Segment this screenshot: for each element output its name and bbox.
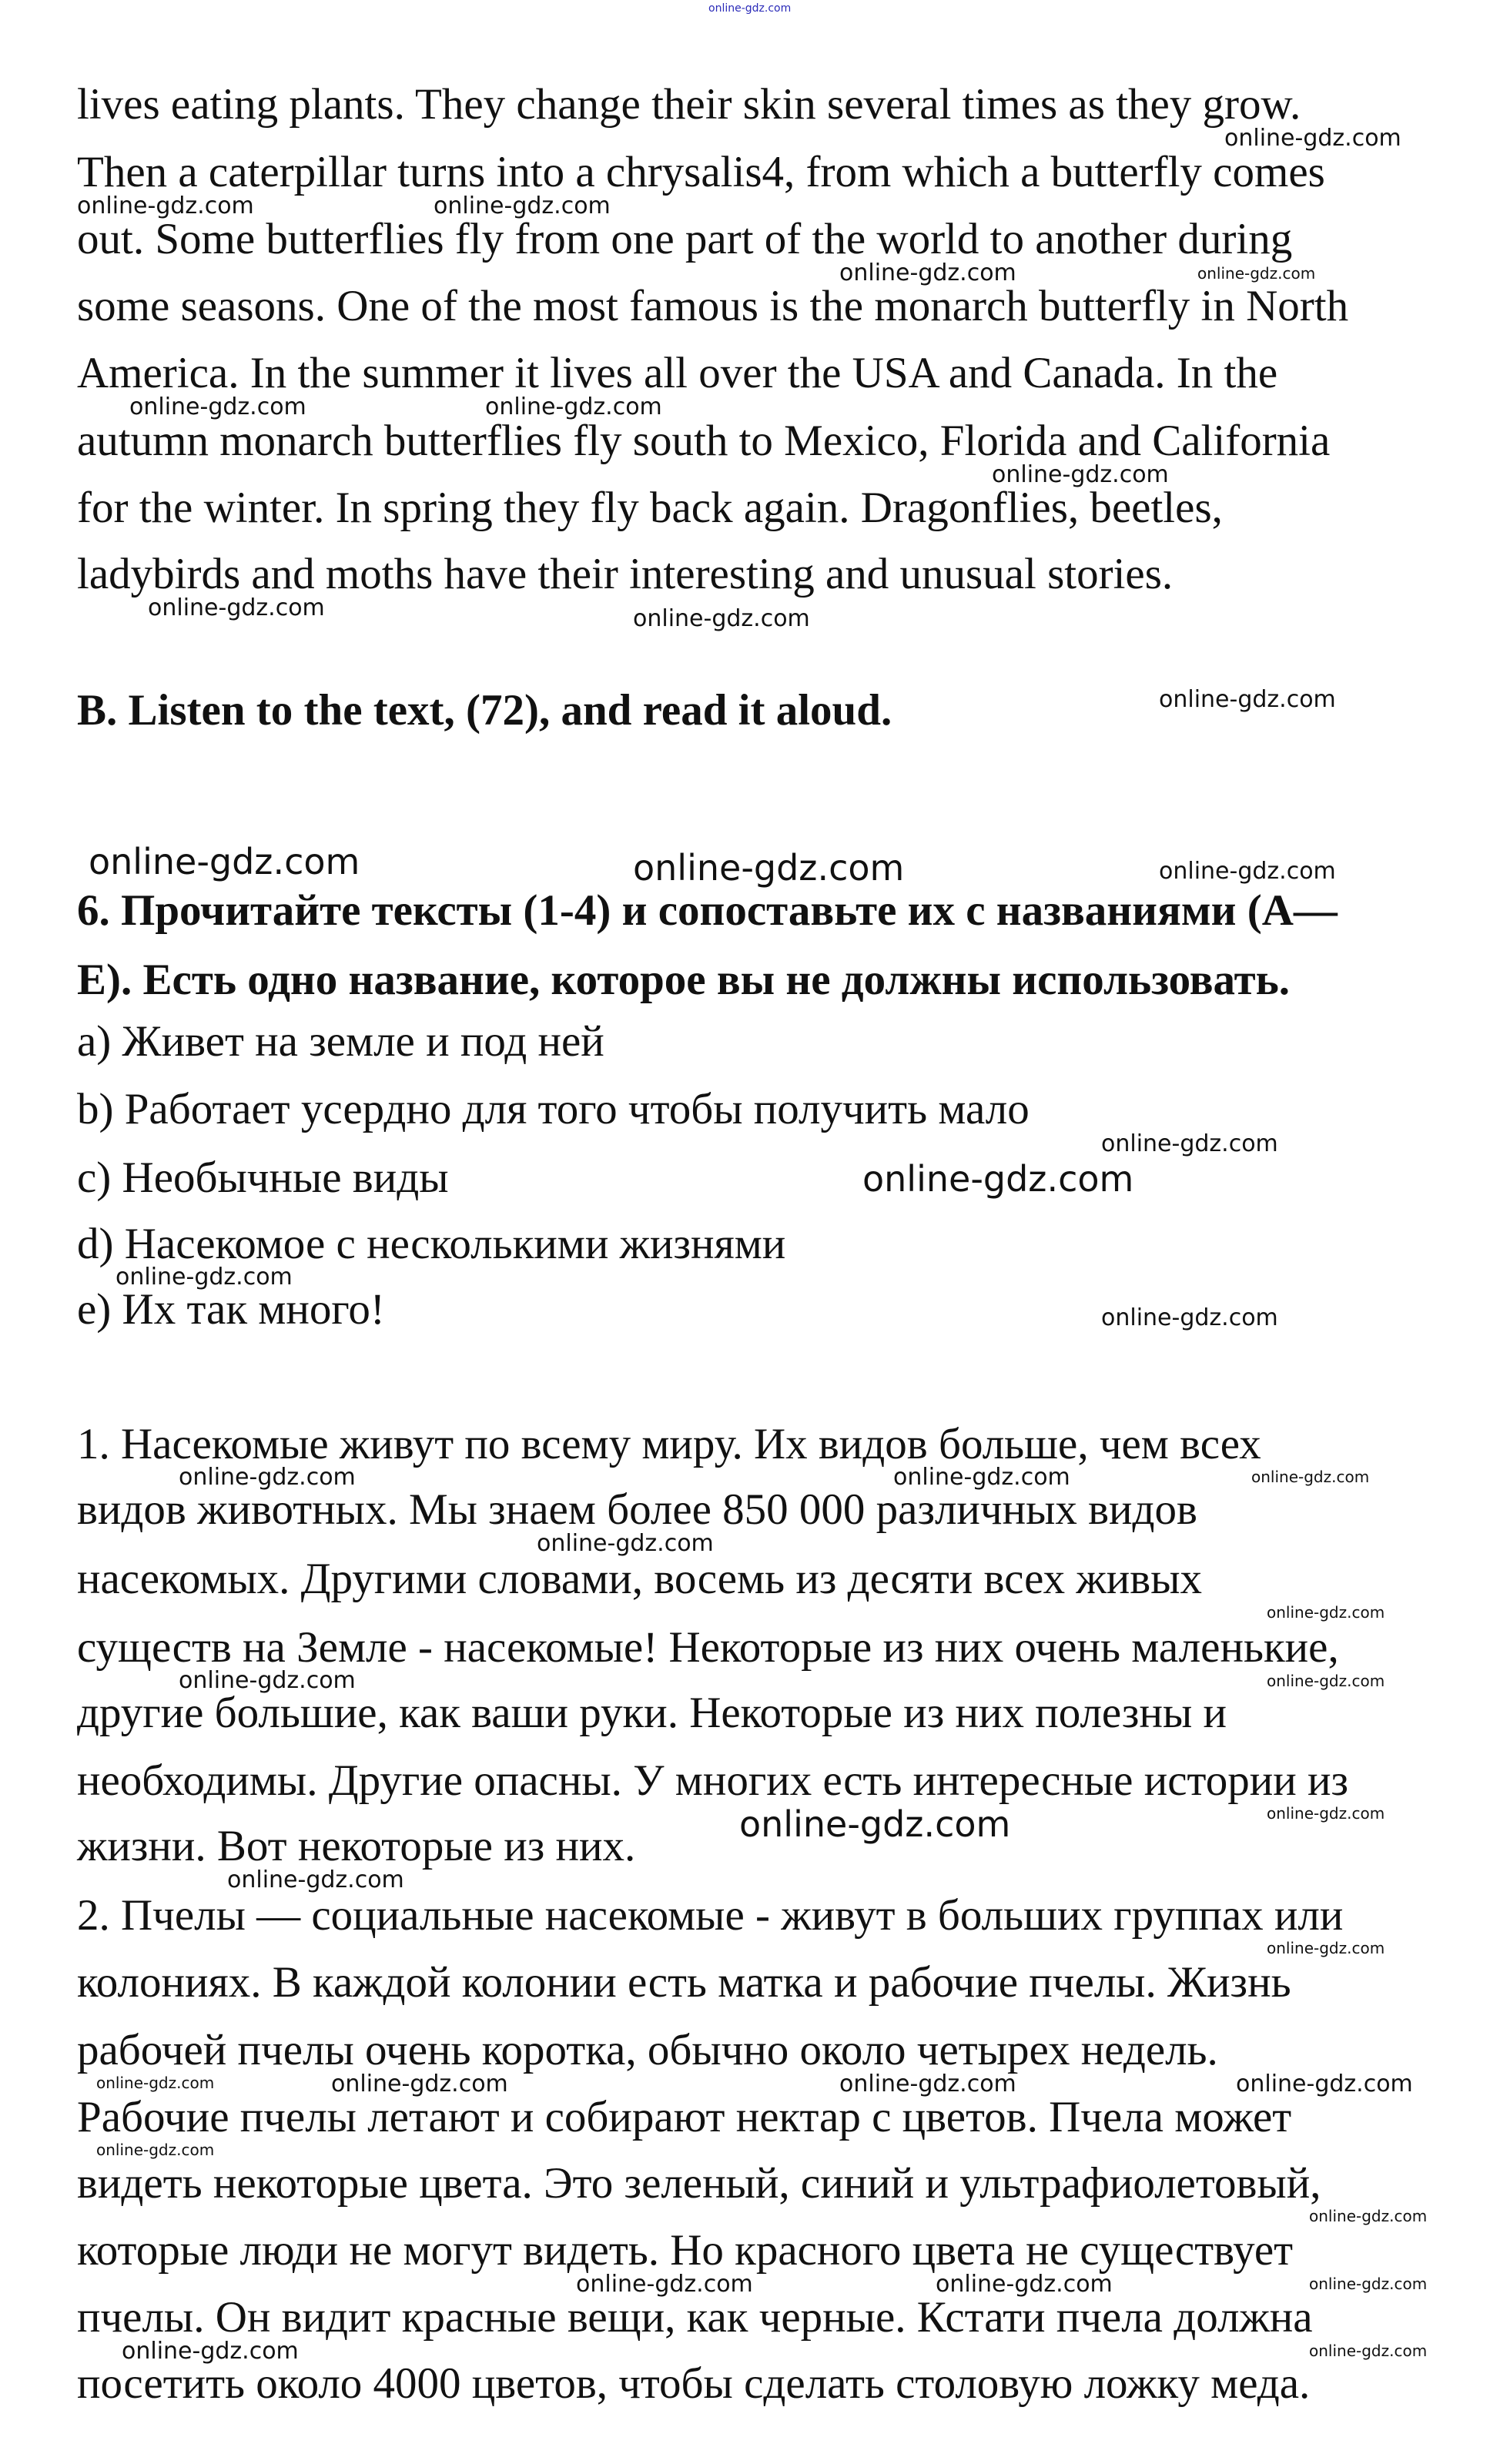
watermark: online-gdz.com [839, 2071, 1016, 2097]
watermark: online-gdz.com [179, 1464, 356, 1491]
text-1-line: 1. Насекомые живут по всему миру. Их видов больше, чем всех [77, 1420, 1261, 1468]
passage-line: America. In the summer it lives all over the USA and Canada. In the [77, 349, 1278, 397]
text-2-line: которые люди не могут видеть. Но красного цвета не существует [77, 2226, 1294, 2275]
watermark: online-gdz.com [992, 461, 1169, 488]
watermark: online-gdz.com [1159, 858, 1336, 885]
watermark: online-gdz.com [1101, 1130, 1278, 1157]
option-c: c) Необычные виды [77, 1153, 449, 1202]
task-6-instruction: E). Есть одно название, которое вы не должны использовать. [77, 956, 1290, 1004]
task-b-heading: B. Listen to the text, (72), and read it aloud. [77, 686, 892, 735]
watermark: online-gdz.com [331, 2071, 508, 2097]
text-1-line: жизни. Вот некоторые из них. [77, 1822, 636, 1870]
option-e: e) Их так много! [77, 1285, 385, 1334]
passage-line: some seasons. One of the most famous is the monarch butterfly in North [77, 282, 1349, 330]
watermark: online-gdz.com [77, 192, 254, 219]
watermark: online-gdz.com [1267, 1939, 1385, 1957]
passage-line: ladybirds and moths have their interesting and unusual stories. [77, 550, 1174, 598]
watermark: online-gdz.com [116, 1264, 293, 1291]
watermark: online-gdz.com [739, 1803, 1011, 1845]
watermark: online-gdz.com [1267, 1672, 1385, 1690]
watermark: online-gdz.com [227, 1866, 404, 1893]
text-2-line: рабочей пчелы очень коротка, обычно около четырех недель. [77, 2026, 1218, 2074]
option-b: b) Работает усердно для того чтобы получить мало [77, 1085, 1030, 1133]
watermark: online-gdz.com [179, 1667, 356, 1694]
watermark: online-gdz.com [576, 2271, 753, 2298]
watermark: online-gdz.com [122, 2338, 299, 2365]
watermark: online-gdz.com [96, 2141, 215, 2159]
option-d: d) Насекомое с несколькими жизнями [77, 1220, 786, 1268]
watermark: online-gdz.com [633, 605, 810, 632]
watermark: online-gdz.com [537, 1530, 714, 1557]
watermark: online-gdz.com [1251, 1468, 1370, 1486]
text-1-line: другие большие, как ваши руки. Некоторые из них полезны и [77, 1689, 1227, 1737]
watermark: online-gdz.com [1159, 686, 1336, 713]
watermark: online-gdz.com [148, 594, 325, 621]
text-2-line: посетить около 4000 цветов, чтобы сделать столовую ложку меда. [77, 2359, 1311, 2408]
text-1-line: существ на Земле - насекомые! Некоторые из них очень маленькие, [77, 1623, 1339, 1672]
passage-line: for the winter. In spring they fly back again. Dragonflies, beetles, [77, 484, 1223, 532]
text-2-line: видеть некоторые цвета. Это зеленый, синий и ультрафиолетовый, [77, 2159, 1321, 2208]
watermark: online-gdz.com [1197, 264, 1316, 283]
watermark: online-gdz.com [1309, 2275, 1428, 2293]
passage-line: Then a caterpillar turns into a chrysalis4, from which a butterfly comes [77, 148, 1325, 196]
watermark: online-gdz.com [96, 2074, 215, 2092]
text-1-line: видов животных. Мы знаем более 850 000 различных видов [77, 1485, 1197, 1534]
watermark: online-gdz.com [1309, 2342, 1428, 2360]
task-6-instruction: 6. Прочитайте тексты (1-4) и сопоставьте их с названиями (A— [77, 886, 1338, 935]
watermark: online-gdz.com [1224, 125, 1401, 152]
option-a: a) Живет на земле и под ней [77, 1017, 604, 1066]
watermark: online-gdz.com [485, 393, 662, 420]
text-2-line: пчелы. Он видит красные вещи, как черные. Кстати пчела должна [77, 2293, 1313, 2342]
header-watermark: online-gdz.com [708, 2, 792, 15]
watermark: online-gdz.com [1309, 2207, 1428, 2225]
text-2-line: Рабочие пчелы летают и собирают нектар с цветов. Пчела может [77, 2093, 1292, 2141]
text-2-line: 2. Пчелы — социальные насекомые - живут в больших группах или [77, 1891, 1344, 1940]
text-1-line: насекомых. Другими словами, восемь из десяти всех живых [77, 1555, 1202, 1603]
watermark: online-gdz.com [1267, 1804, 1385, 1823]
passage-line: autumn monarch butterflies fly south to Mexico, Florida and California [77, 417, 1331, 465]
watermark: online-gdz.com [1101, 1304, 1278, 1331]
passage-line: lives eating plants. They change their skin several times as they grow. [77, 80, 1301, 129]
watermark: online-gdz.com [839, 259, 1016, 286]
watermark: online-gdz.com [893, 1464, 1070, 1491]
watermark: online-gdz.com [862, 1158, 1134, 1200]
watermark: online-gdz.com [89, 841, 360, 882]
watermark: online-gdz.com [129, 393, 306, 420]
watermark: online-gdz.com [1236, 2071, 1413, 2097]
text-2-line: колониях. В каждой колонии есть матка и рабочие пчелы. Жизнь [77, 1958, 1291, 2007]
watermark: online-gdz.com [936, 2271, 1113, 2298]
passage-line: out. Some butterflies fly from one part of the world to another during [77, 215, 1293, 263]
text-1-line: необходимы. Другие опасны. У многих есть интересные истории из [77, 1756, 1348, 1805]
watermark: online-gdz.com [633, 847, 905, 889]
watermark: online-gdz.com [1267, 1603, 1385, 1622]
watermark: online-gdz.com [434, 192, 611, 219]
